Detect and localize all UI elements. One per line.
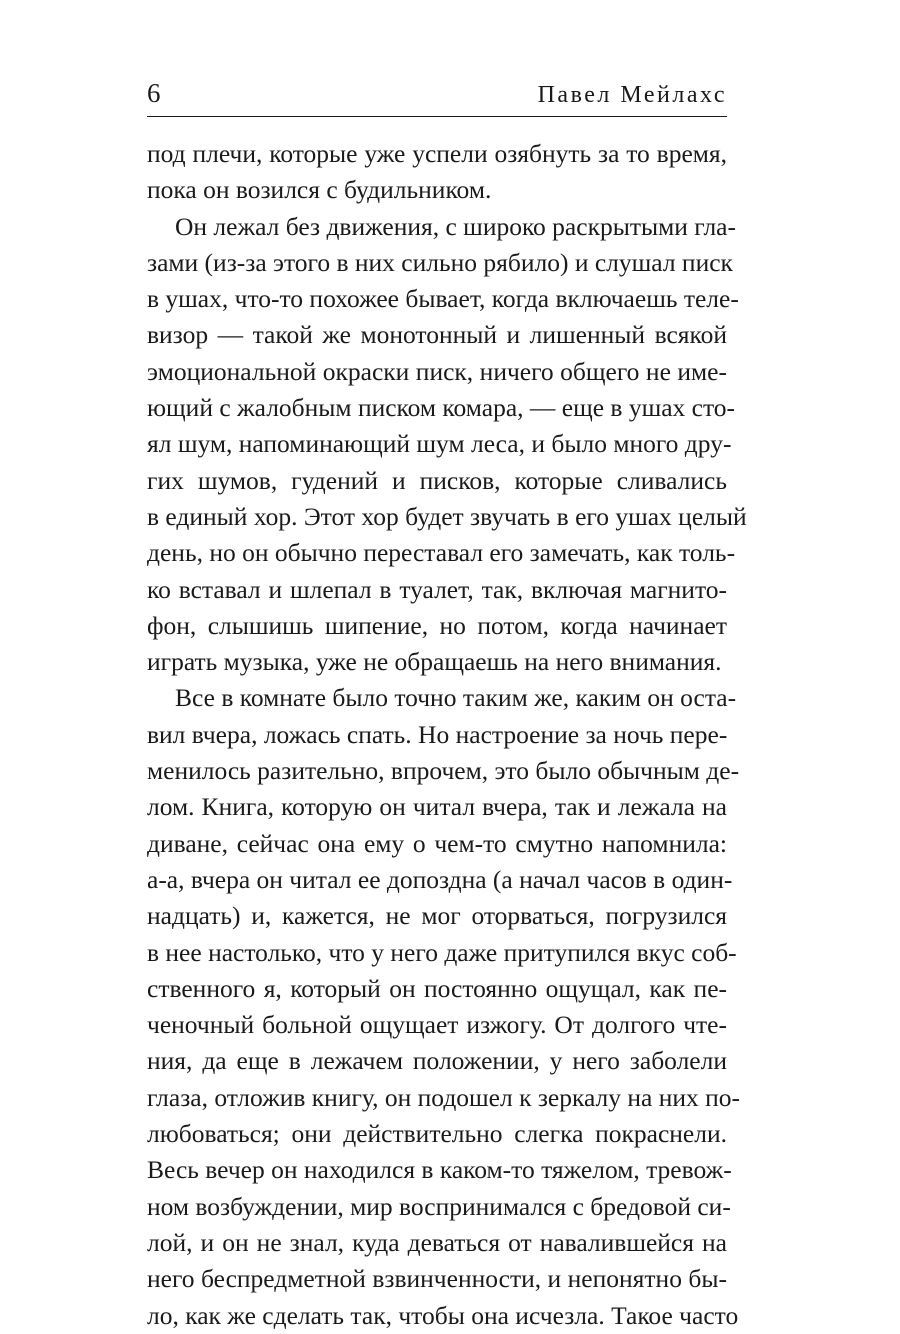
text-line: ко вставал и шлепал в туалет, так, включая магнито- bbox=[147, 574, 727, 604]
text-line: в единый хор. Этот хор будет звучать в его ушах целый bbox=[147, 501, 747, 531]
text-line: ло, как же сделать так, чтобы она исчезла. Такое часто bbox=[147, 1300, 739, 1330]
text-line: него беспредметной взвинченности, и непонятно бы- bbox=[147, 1264, 727, 1294]
text-line: глаза, отложив книгу, он подошел к зеркалу на них по- bbox=[147, 1082, 741, 1112]
text-line: в нее настолько, что у него даже притупился вкус соб- bbox=[147, 937, 737, 967]
text-line: ющий с жалобным писком комара, — еще в ушах сто- bbox=[147, 393, 736, 423]
text-line: Он лежал без движения, с широко раскрытыми гла- bbox=[175, 211, 736, 241]
text-line: любоваться; они действительно слегка покраснели. bbox=[147, 1119, 727, 1149]
body-text bbox=[147, 136, 747, 1334]
text-line: в ушах, что-то похожее бывает, когда включаешь теле- bbox=[147, 284, 739, 314]
text-line: пока он возился с будильником. bbox=[147, 175, 492, 205]
text-line: диване, сейчас она ему о чем-то смутно напомнила: bbox=[147, 828, 727, 858]
text-line: зами (из-за этого в них сильно рябило) и слушал писк bbox=[147, 247, 733, 277]
text-line: фон, слышишь шипение, но потом, когда начинает bbox=[147, 610, 727, 640]
text-line: лой, и он не знал, куда деваться от навалившейся на bbox=[147, 1227, 727, 1257]
text-line: а-а, вчера он читал ее допоздна (а начал часов в один- bbox=[147, 864, 733, 894]
text-line: день, но он обычно переставал его замечать, как толь- bbox=[147, 538, 736, 568]
text-line: Весь вечер он находился в каком-то тяжелом, тревож- bbox=[147, 1155, 732, 1185]
text-line: Все в комнате было точно таким же, каким он оста- bbox=[175, 683, 737, 713]
text-line: ния, да еще в лежачем положении, у него заболели bbox=[147, 1046, 727, 1076]
text-line: менилось разительно, впрочем, это было обычным де- bbox=[147, 756, 740, 786]
running-head bbox=[147, 74, 727, 118]
page-number: 6 bbox=[147, 78, 161, 108]
text-line: визор — такой же монотонный и лишенный всякой bbox=[147, 320, 727, 350]
text-line: под плечи, которые уже успели озябнуть за то время, bbox=[147, 139, 727, 168]
text-line: играть музыка, уже не обращаешь на него внимания. bbox=[147, 647, 722, 677]
text-line: надцать) и, кажется, не мог оторваться, погрузился bbox=[147, 901, 727, 931]
text-line: ном возбуждении, мир воспринимался с бредовой си- bbox=[147, 1191, 731, 1221]
text-line: эмоциональной окраски писк, ничего общего не име- bbox=[147, 356, 727, 386]
text-line: гих шумов, гудений и писков, которые сливались bbox=[147, 465, 727, 495]
text-line: ял шум, напоминающий шум леса, и было много дру- bbox=[147, 429, 732, 459]
text-line: лом. Книга, которую он читал вчера, так и лежала на bbox=[147, 792, 727, 822]
text-line: ственного я, который он постоянно ощущал, как пе- bbox=[147, 973, 727, 1003]
author-name: Павел Мейлахс bbox=[537, 82, 727, 108]
text-line: вил вчера, ложась спать. Но настроение за ночь пере- bbox=[147, 719, 728, 749]
header-rule bbox=[147, 116, 727, 117]
text-line: ченочный больной ощущает изжогу. От долгого чте- bbox=[147, 1010, 727, 1040]
